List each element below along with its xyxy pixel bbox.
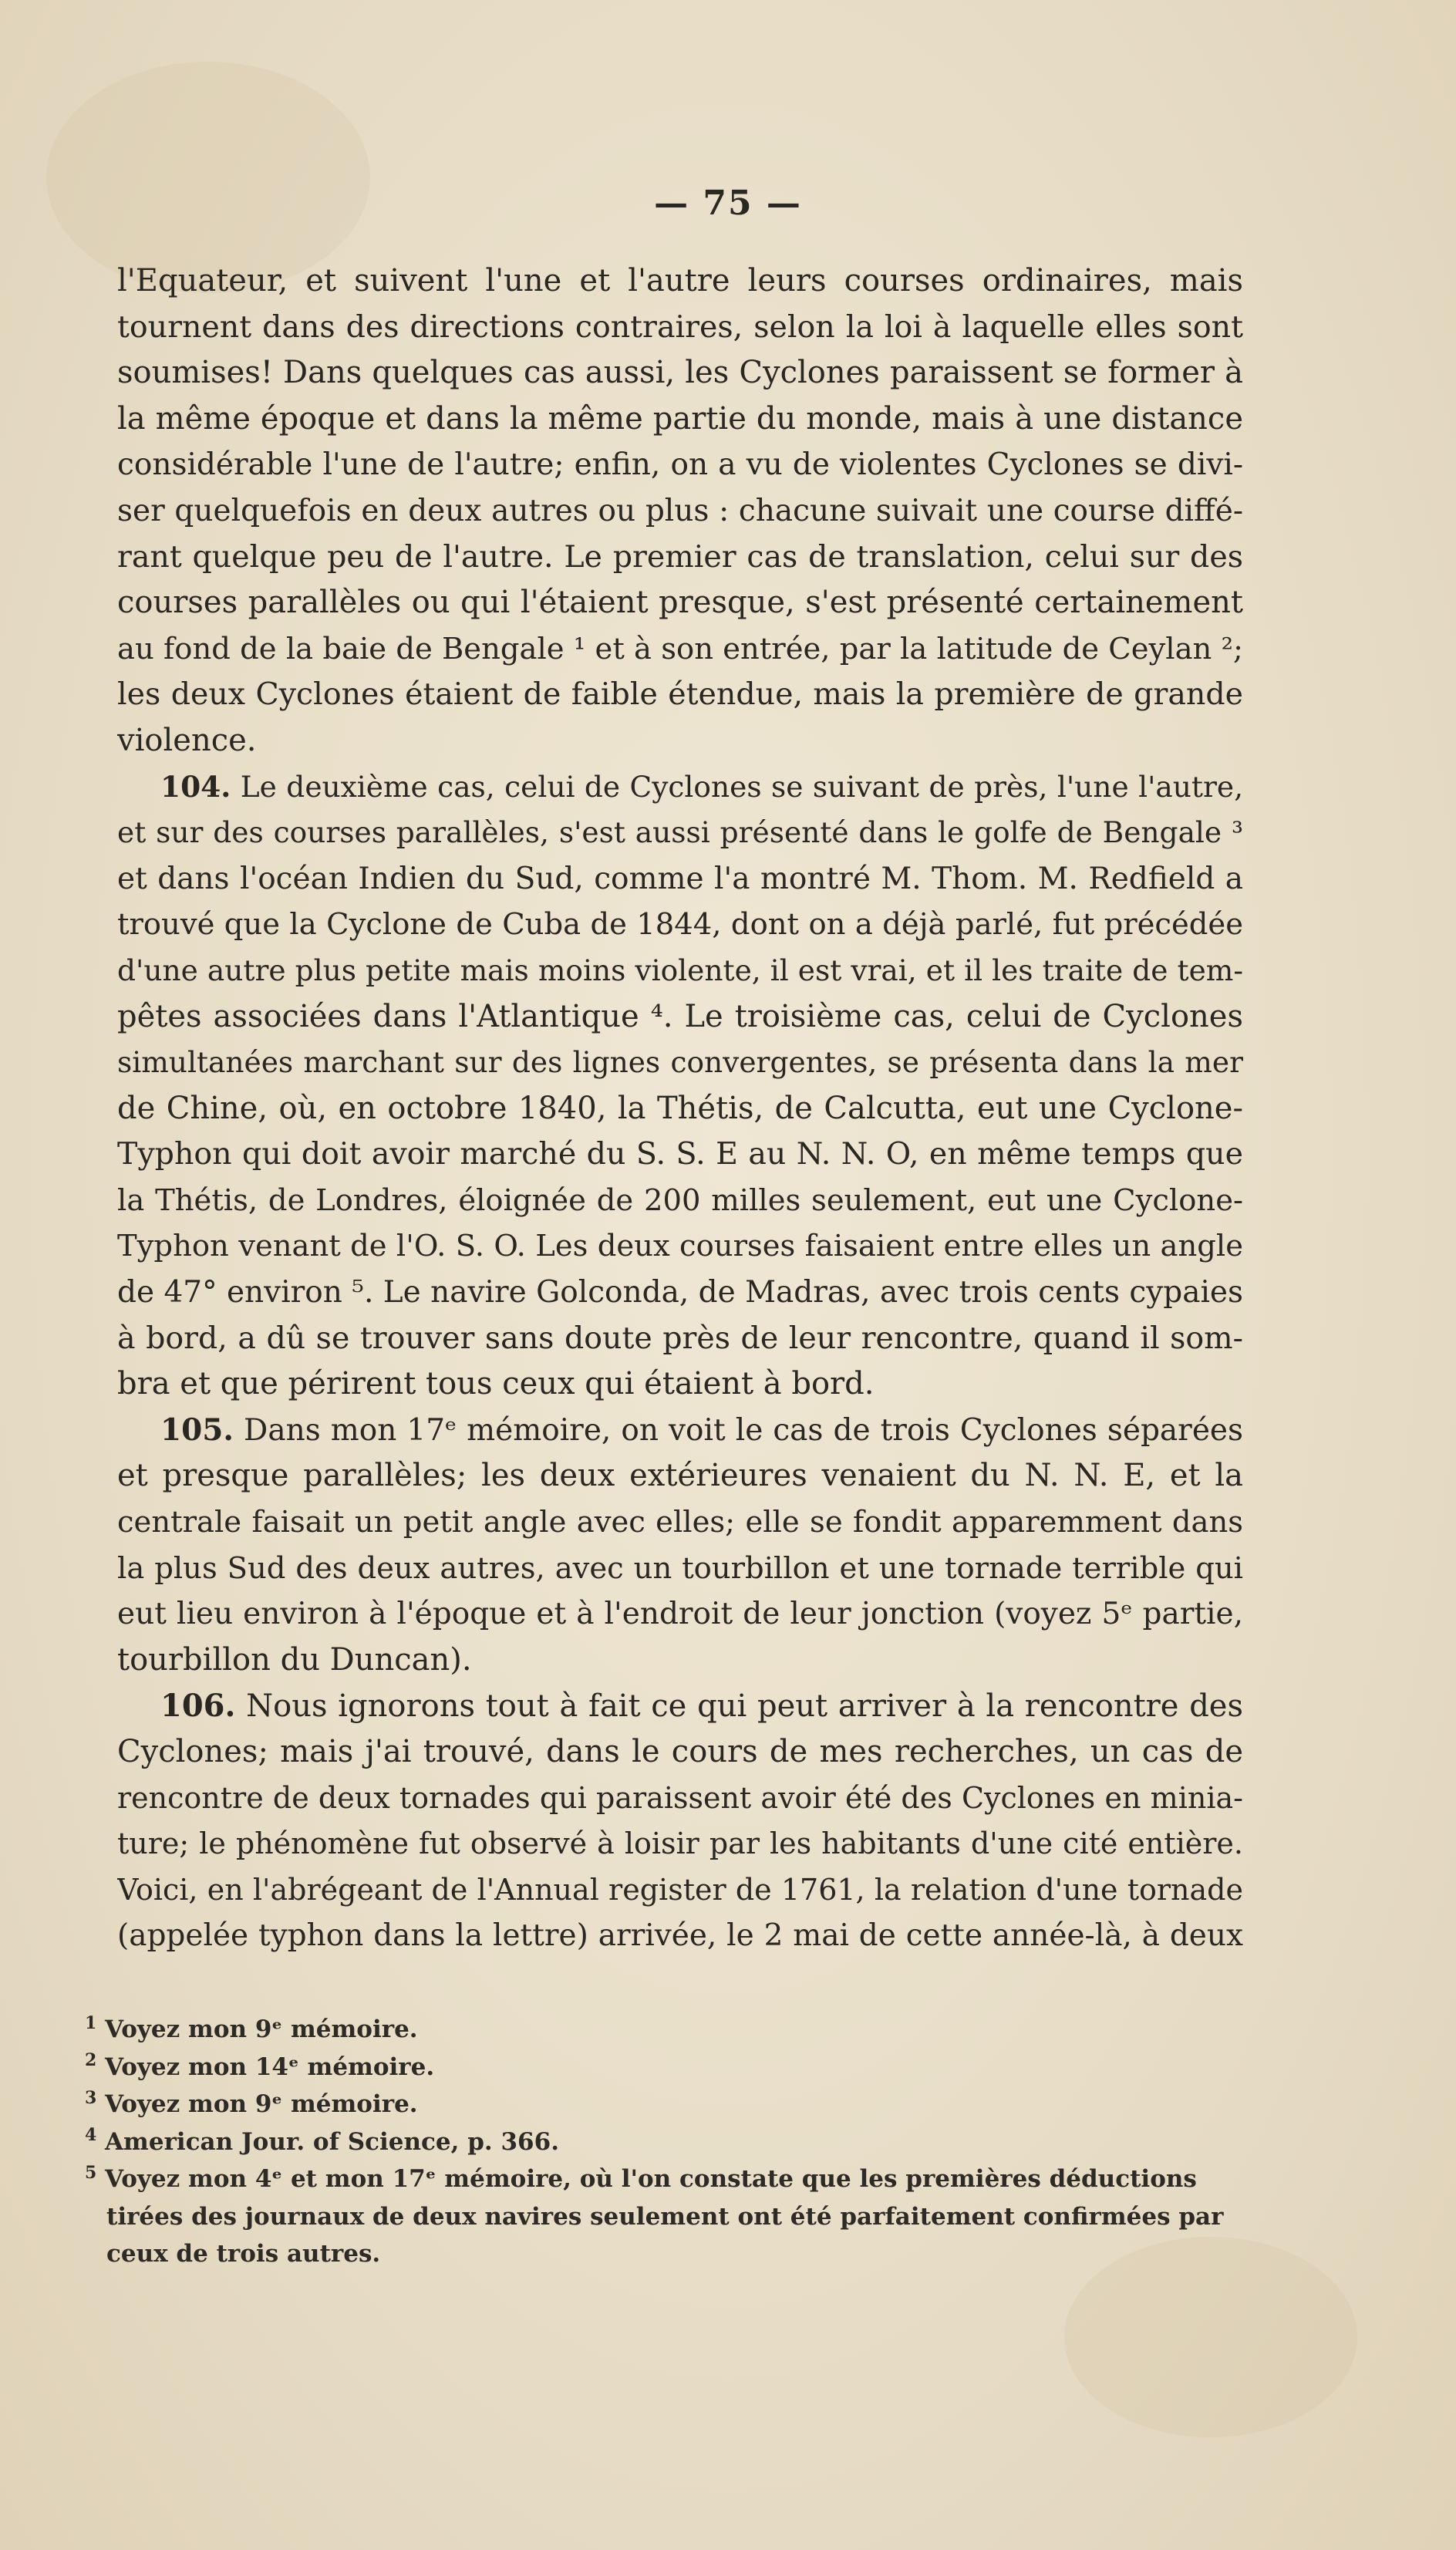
line-text: ser quelquefois en deux autres ou plus : chacune suivait une course diffé- [117,493,1243,528]
text-line [117,396,1243,443]
footnote-text: Voyez mon 9ᵉ mémoire. [105,2015,418,2043]
line-text: rencontre de deux tornades qui paraissent avoir été des Cyclones en minia- [117,1780,1243,1815]
text-line [117,1546,1243,1592]
text-line [117,672,1243,718]
text-line [117,810,1243,856]
line-text: tourbillon du Duncan). [117,1641,472,1678]
line-text: Nous ignorons tout à fait ce qui peut arriver à la rencontre des [235,1688,1243,1725]
line-text: et dans l'océan Indien du Sud, comme l'a montré M. Thom. M. Redfield a [117,861,1243,896]
text-line [117,902,1243,948]
line-text: centrale faisait un petit angle avec elles; elle se fondit apparemment dans [117,1505,1243,1540]
text-line [117,305,1243,351]
line-text: Dans mon 17ᵉ mémoire, on voit le cas de trois Cyclones séparées [234,1412,1243,1448]
section-number: 105. [160,1412,234,1448]
page-number: — 75 — [654,184,802,223]
text-line [117,1776,1243,1822]
text-line [117,994,1243,1041]
footnote-text: Voyez mon 14ᵉ mémoire. [105,2052,435,2081]
line-text: l'Equateur, et suivent l'une et l'autre leurs courses ordinaires, mais [117,263,1243,299]
text-line [117,1638,1243,1684]
line-text: et presque parallèles; les deux extérieures venaient du N. N. E, et la [117,1458,1243,1494]
line-text: la même époque et dans la même partie du monde, mais à une distance [117,400,1243,437]
line-text: au fond de la baie de Bengale ¹ et à son entrée, par la latitude de Ceylan ²; [117,631,1243,666]
footnote-line: 1 Voyez mon 9ᵉ mémoire. [85,2012,418,2043]
text-line [117,1316,1243,1362]
line-text: à bord, a dû se trouver sans doute près de leur rencontre, quand il som- [117,1320,1243,1356]
text-line [117,1591,1243,1638]
text-line [117,535,1243,581]
footnote-text: American Jour. of Science, p. 366. [105,2127,559,2156]
text-line [117,1729,1243,1776]
footnote-line: 4 American Jour. of Science, p. 366. [85,2125,559,2156]
line-text: (appelée typhon dans la lettre) arrivée, le 2 mai de cette année-là, à deux [117,1918,1243,1954]
text-line [117,626,1243,673]
line-text: ture; le phénomène fut observé à loisir par les habitants d'une cité entière. [117,1826,1243,1861]
line-text: Le deuxième cas, celui de Cyclones se suivant de près, l'une l'autre, [231,769,1243,804]
footnotes [85,2011,1242,2273]
paragraph-start-line [117,1408,1243,1454]
paragraph-start-line [117,1683,1243,1729]
section-number: 106. [160,1688,236,1725]
text-line [117,1270,1243,1316]
footnote-line: 5 Voyez mon 4ᵉ et mon 17ᵉ mémoire, où l'on constate que les premières déductions [85,2162,1197,2193]
footnote-line: 2 Voyez mon 14ᵉ mémoire. [85,2050,435,2081]
line-text: Voici, en l'abrégeant de l'Annual register de 1761, la relation d'une tornade [117,1872,1243,1907]
line-text: de 47° environ ⁵. Le navire Golconda, de Madras, avec trois cents cypaies [117,1275,1243,1310]
text-line [117,580,1243,626]
line-text: rant quelque peu de l'autre. Le premier cas de translation, celui sur des [117,538,1243,575]
paragraph-start-line [117,764,1243,811]
line-text: la plus Sud des deux autres, avec un tourbillon et une tornade terrible qui [117,1550,1243,1586]
line-text: tournent dans des directions contraires, selon la loi à laquelle elles sont [117,309,1243,345]
text-line [117,1086,1243,1132]
line-text: Typhon venant de l'O. S. O. Les deux courses faisaient entre elles un angle [117,1229,1243,1264]
text-line [117,1867,1243,1914]
text-line [117,442,1243,488]
footnote-text: Voyez mon 9ᵉ mémoire. [105,2090,418,2118]
line-text: de Chine, où, en octobre 1840, la Thétis, de Calcutta, eut une Cyclone- [117,1090,1243,1126]
text-line [117,948,1243,994]
text-line [117,350,1243,396]
text-line [117,1913,1243,1959]
line-text: Typhon qui doit avoir marché du S. S. E au N. N. O, en même temps que [117,1136,1243,1172]
line-text: simultanées marchant sur des lignes convergentes, se présenta dans la mer [117,1045,1243,1080]
line-text: la Thétis, de Londres, éloignée de 200 milles seulement, eut une Cyclone- [117,1182,1243,1218]
footnote-line [85,2198,1242,2236]
text-line [117,856,1243,902]
text-line [117,1178,1243,1224]
footnote-text: Voyez mon 4ᵉ et mon 17ᵉ mémoire, où l'on constate que les premières déductions [105,2165,1197,2193]
footnote-line: 3 Voyez mon 9ᵉ mémoire. [85,2087,418,2118]
text-line [117,258,1243,305]
text-line [117,1132,1243,1178]
line-text: trouvé que la Cyclone de Cuba de 1844, dont on a déjà parlé, fut précédée [117,907,1243,943]
text-line [117,718,1243,764]
text-line [117,1499,1243,1546]
text-line [117,488,1243,535]
section-number: 104. [160,769,231,804]
footnote-text: ceux de trois autres. [106,2240,381,2268]
text-line [117,1040,1243,1086]
text-line [117,1223,1243,1270]
line-text: et sur des courses parallèles, s'est aussi présenté dans le golfe de Bengale ³ [117,815,1243,850]
line-text: bra et que périrent tous ceux qui étaient à bord. [117,1366,875,1402]
line-text: soumises! Dans quelques cas aussi, les Cyclones paraissent se former à [117,355,1243,391]
body-text [117,258,1243,1959]
footnote-text: tirées des journaux de deux navires seulement ont été parfaitement confirmées par [106,2202,1224,2231]
text-line [117,1453,1243,1499]
line-text: Cyclones; mais j'ai trouvé, dans le cours de mes recherches, un cas de [117,1734,1243,1769]
text-line [117,1821,1243,1867]
line-text: considérable l'une de l'autre; enfin, on a vu de violentes Cyclones se divi- [117,447,1243,483]
line-text: pêtes associées dans l'Atlantique ⁴. Le troisième cas, celui de Cyclones [117,998,1243,1034]
line-text: eut lieu environ à l'époque et à l'endroit de leur jonction (voyez 5ᵉ partie, [117,1597,1243,1632]
line-text: courses parallèles ou qui l'étaient presque, s'est présenté certainement [117,585,1243,621]
footnote-line [85,2235,1242,2273]
line-text: violence. [117,722,257,758]
line-text: d'une autre plus petite mais moins violente, il est vrai, et il les traite de tem- [117,953,1243,987]
line-text: les deux Cyclones étaient de faible étendue, mais la première de grande [117,676,1243,713]
text-line [117,1361,1243,1408]
